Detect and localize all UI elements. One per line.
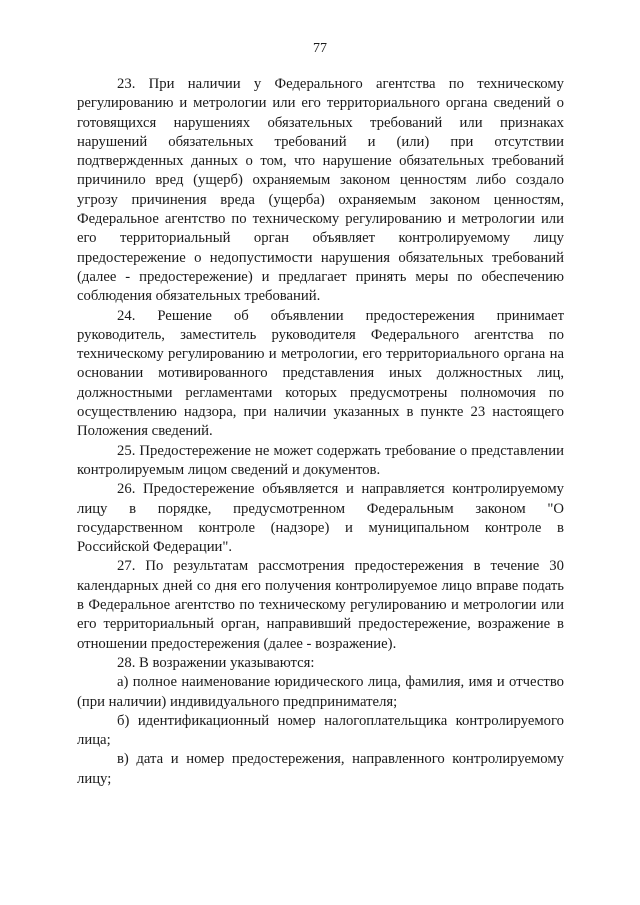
paragraph-26: 26. Предостережение объявляется и направляется контролируемому лицу в порядке, предусмотренном Федеральным законом "О государственном контроле (надзоре) и муниципальном контроле в Российской Федерации". <box>77 481 564 556</box>
paragraph-25: 25. Предостережение не может содержать требование о представлении контролируемым лицом сведений и документов. <box>77 442 564 478</box>
paragraph-27: 27. По результатам рассмотрения предостережения в течение 30 календарных дней со дня его получения контролируемое лицо вправе подать в Федеральное агентство по техническому регулированию и метрологии или его территориальный орган, направивший предостережение, возражение в отношении предостережения (далее - возражение). <box>77 558 564 652</box>
page-number: 77 <box>313 41 327 56</box>
paragraph-28: 28. В возражении указываются: <box>117 654 315 671</box>
list-item-b: б) идентификационный номер налогоплательщика контролируемого лица; <box>77 712 564 749</box>
document-body <box>77 75 564 789</box>
list-item-a: а) полное наименование юридического лица, фамилия, имя и отчество (при наличии) индивидуального предпринимателя; <box>77 674 564 710</box>
paragraph-24: 24. Решение об объявлении предостережения принимает руководитель, заместитель руководителя Федерального агентства по техническому регулированию и метрологии, его территориального органа на основании мотивированного представления иных должностных лиц, должностными регламентами которых предусмотрены полномочия по осуществлению надзора, при наличии указанных в пункте 23 настоящего Положения сведений. <box>77 307 564 440</box>
paragraph-23: 23. При наличии у Федерального агентства по техническому регулированию и метрологии или его территориального органа сведений о готовящихся нарушениях обязательных требований или признаках нарушений обязательных требований и (или) при отсутствии подтвержденных данных о том, что нарушение обязательных требований причинило вред (ущерб) охраняемым законом ценностям либо создало угрозу причинения вреда (ущерба) охраняемым законом ценностям, Федеральное агентство по техническому регулированию и метрологии или его территориальный орган объявляет контролируемому лицу предостережение о недопустимости нарушения обязательных требований (далее - предостережение) и предлагает принять меры по обеспечению соблюдения обязательных требований. <box>77 76 564 305</box>
list-item-v: в) дата и номер предостережения, направленного контролируемому лицу; <box>77 751 564 787</box>
